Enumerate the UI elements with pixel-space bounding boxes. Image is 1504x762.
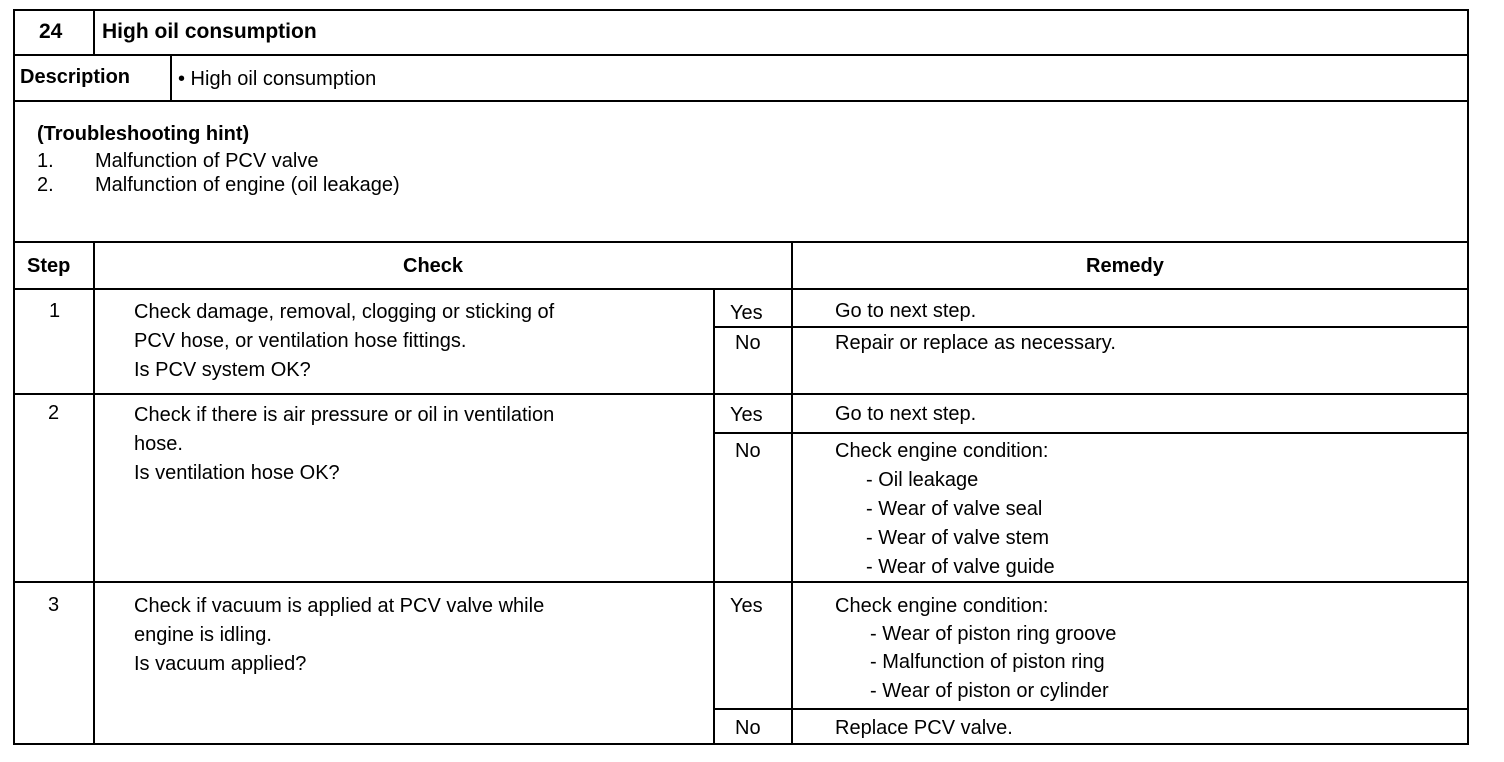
remedy-text-line: Go to next step. xyxy=(835,300,977,322)
row-divider-table-header xyxy=(13,288,1469,290)
check-yesno-divider xyxy=(713,288,715,745)
remedy-text-line: Replace PCV valve. xyxy=(835,717,1013,739)
column-header-step: Step xyxy=(27,255,71,277)
check-text-line: Is ventilation hose OK? xyxy=(134,462,340,484)
no-label: No xyxy=(735,440,761,462)
check-text-line: Is vacuum applied? xyxy=(134,653,307,675)
check-text-line: hose. xyxy=(134,433,183,455)
description-text: • High oil consumption xyxy=(178,68,377,90)
row-divider-description xyxy=(13,100,1469,102)
column-header-remedy: Remedy xyxy=(1086,255,1164,277)
remedy-text-line: - Wear of valve stem xyxy=(866,527,1050,549)
check-text-line: Check damage, removal, clogging or sticking of xyxy=(134,301,555,323)
step-number: 2 xyxy=(48,402,60,424)
yes-no-divider-step-3 xyxy=(713,708,1469,710)
step-column-divider xyxy=(93,241,95,745)
troubleshooting-title: High oil consumption xyxy=(102,20,317,43)
remedy-text-line: - Wear of piston ring groove xyxy=(870,623,1117,645)
remedy-text-line: Go to next step. xyxy=(835,403,977,425)
check-text-line: Check if there is air pressure or oil in ventilation xyxy=(134,404,555,426)
row-divider-header xyxy=(13,54,1469,56)
row-divider-hint xyxy=(13,241,1469,243)
column-header-check: Check xyxy=(403,255,464,277)
yes-no-divider-step-1 xyxy=(713,326,1469,328)
hint-item-text: Malfunction of PCV valve xyxy=(95,150,319,172)
check-text-line: Check if vacuum is applied at PCV valve while xyxy=(134,595,545,617)
yes-label: Yes xyxy=(730,404,763,426)
hint-title: (Troubleshooting hint) xyxy=(37,123,250,145)
step-number: 1 xyxy=(49,300,61,322)
hint-item xyxy=(37,150,318,172)
row-divider-step-2 xyxy=(13,581,1469,583)
check-text-line: engine is idling. xyxy=(134,624,272,646)
no-label: No xyxy=(735,332,761,354)
troubleshooting-number: 24 xyxy=(39,20,63,43)
description-label: Description xyxy=(20,66,131,88)
check-text-line: PCV hose, or ventilation hose fittings. xyxy=(134,330,467,352)
remedy-text-line: Repair or replace as necessary. xyxy=(835,332,1116,354)
hint-item-number: 1. xyxy=(37,150,54,172)
row-divider-step-1 xyxy=(13,393,1469,395)
hint-item-number: 2. xyxy=(37,174,54,196)
yes-no-divider-step-2 xyxy=(713,432,1469,434)
check-remedy-divider xyxy=(791,241,793,745)
remedy-text-line: - Oil leakage xyxy=(866,469,979,491)
remedy-text-line: - Wear of valve seal xyxy=(866,498,1043,520)
remedy-text-line: - Malfunction of piston ring xyxy=(870,651,1105,673)
hint-item xyxy=(37,174,400,196)
yes-label: Yes xyxy=(730,302,763,324)
no-label: No xyxy=(735,717,761,739)
description-label-divider xyxy=(170,54,172,102)
remedy-text-line: Check engine condition: xyxy=(835,595,1049,617)
step-number: 3 xyxy=(48,594,60,616)
check-text-line: Is PCV system OK? xyxy=(134,359,311,381)
remedy-text-line: Check engine condition: xyxy=(835,440,1049,462)
header-number-divider xyxy=(93,9,95,56)
remedy-text-line: - Wear of piston or cylinder xyxy=(870,680,1109,702)
remedy-text-line: - Wear of valve guide xyxy=(866,556,1055,578)
yes-label: Yes xyxy=(730,595,763,617)
hint-item-text: Malfunction of engine (oil leakage) xyxy=(95,174,400,196)
